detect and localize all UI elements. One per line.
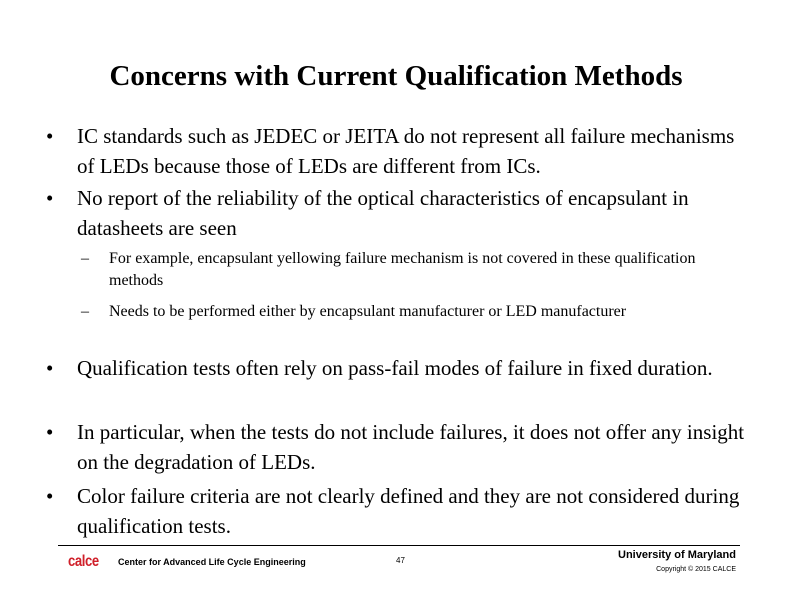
footer-divider (58, 545, 740, 546)
calce-logo: calce (68, 553, 99, 570)
slide-title: Concerns with Current Qualification Methods (109, 60, 683, 92)
bullet-text: IC standards such as JEDEC or JEITA do not represent all failure mechanisms of LEDs because those of LEDs are different from ICs. (77, 124, 735, 178)
bullet-marker: • (46, 484, 54, 508)
bullet-marker: • (46, 186, 54, 210)
bullet-text: No report of the reliability of the optical characteristics of encapsulant in datasheets are seen (77, 186, 689, 240)
sub-bullet-marker: – (81, 303, 89, 320)
bullet-marker: • (46, 356, 54, 380)
bullet-marker: • (46, 420, 54, 444)
bullet-text: Color failure criteria are not clearly defined and they are not considered during qualification tests. (77, 484, 740, 538)
page-number: 47 (396, 556, 405, 565)
center-name: Center for Advanced Life Cycle Engineering (118, 557, 306, 567)
copyright-notice: Copyright © 2015 CALCE (656, 566, 736, 573)
university-name: University of Maryland (618, 549, 736, 561)
bullet-marker: • (46, 124, 54, 148)
bullet-text: In particular, when the tests do not include failures, it does not offer any insight on the degradation of LEDs. (77, 420, 745, 474)
sub-bullet-marker: – (81, 250, 89, 267)
sub-bullet-text: For example, encapsulant yellowing failure mechanism is not covered in these qualification methods (109, 250, 696, 289)
sub-bullet-text: Needs to be performed either by encapsulant manufacturer or LED manufacturer (109, 303, 627, 320)
bullet-text: Qualification tests often rely on pass-fail modes of failure in fixed duration. (77, 356, 713, 380)
